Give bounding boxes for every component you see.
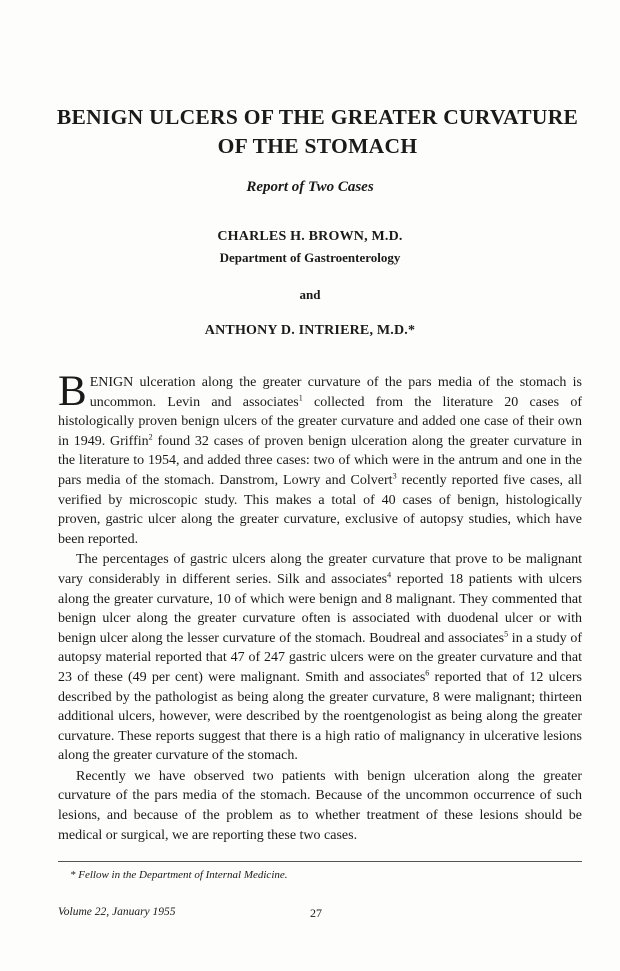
- reference-4: 4: [387, 570, 392, 580]
- author-conjunction: and: [299, 287, 321, 302]
- reference-3: 3: [392, 471, 397, 481]
- paragraph-2-text-a: The percentages of gastric ulcers along the greater curvature that prove to be malignant vary considerably in different series. Silk and associates: [58, 552, 582, 587]
- paragraph-2-text-b: reported 18 patients with ulcers along the greater curvature, 10 of which were benign and 8 malignant. They commented that benign ulcer along the greater curvature often is associated with duodenal ulcer or with benign ulcer along the lesser curvature of the stomach. Boudreal and associates: [58, 571, 582, 646]
- reference-1: 1: [298, 392, 303, 402]
- article-subtitle: Report of Two Cases: [246, 179, 374, 195]
- paragraph-1-text-d: recently reported five cases, all verified by microscopic study. This makes a total of 40 cases of benign, histologically proven, gastric ulcer along the greater curvature, exclusive of autopsy studies, which have been reported.: [58, 472, 582, 547]
- author-name-1: CHARLES H. BROWN, M.D.: [217, 229, 403, 244]
- paragraph-2: [58, 550, 582, 766]
- footnote-divider: [58, 861, 582, 862]
- footnote: * Fellow in the Department of Internal Medicine.: [70, 869, 288, 881]
- drop-cap: B: [58, 368, 87, 415]
- paragraph-2-text-c: in a study of autopsy material reported that 47 of 247 gastric ulcers were on the greater curvature and that 23 of these (49 per cent) were malignant. Smith and associates: [58, 630, 582, 685]
- paragraph-1: [58, 368, 582, 549]
- article-body: [58, 368, 583, 845]
- article-title: BENIGN ULCERS OF THE GREATER CURVATURE OF THE STOMACH: [56, 105, 579, 158]
- reference-6: 6: [425, 668, 430, 678]
- paragraph-3: Recently we have observed two patients with benign ulceration along the greater curvature of the pars media of the stomach. Because of the uncommon occurrence of such lesions, and because of the problem as to whether treatment of these lesions should be medical or surgical, we are reporting these two cases.: [58, 768, 582, 843]
- reference-2: 2: [148, 432, 153, 442]
- volume-info: Volume 22, January 1955: [58, 906, 176, 918]
- page-number: 27: [310, 906, 322, 920]
- paragraph-1-text-b: collected from the literature 20 cases of histologically proven benign ulcers of the greater curvature and added one case of their own in 1949. Griffin: [58, 394, 582, 449]
- reference-5: 5: [504, 629, 509, 639]
- paragraph-2-text-d: reported that of 12 ulcers described by the pathologist as being along the greater curvature, 8 were malignant; thirteen additional ulcers, however, were described by the roentgenologist as being along the greater curvature. These reports suggest that there is a high ratio of malignancy in ulcerative lesions along the greater curvature of the stomach.: [58, 669, 583, 764]
- author-name-2: ANTHONY D. INTRIERE, M.D.*: [204, 323, 416, 338]
- author-department: Department of Gastroenterology: [219, 250, 401, 265]
- paragraph-1-text-c: found 32 cases of proven benign ulceration along the greater curvature in the literature to 1954, and added three cases: two of which were in the antrum and one in the pars media of the stomach. Danstrom, Lowry and Colvert: [58, 433, 582, 488]
- paragraph-1-text-a: ENIGN ulceration along the greater curvature of the pars media of the stomach is uncommon. Levin and associates: [89, 375, 582, 410]
